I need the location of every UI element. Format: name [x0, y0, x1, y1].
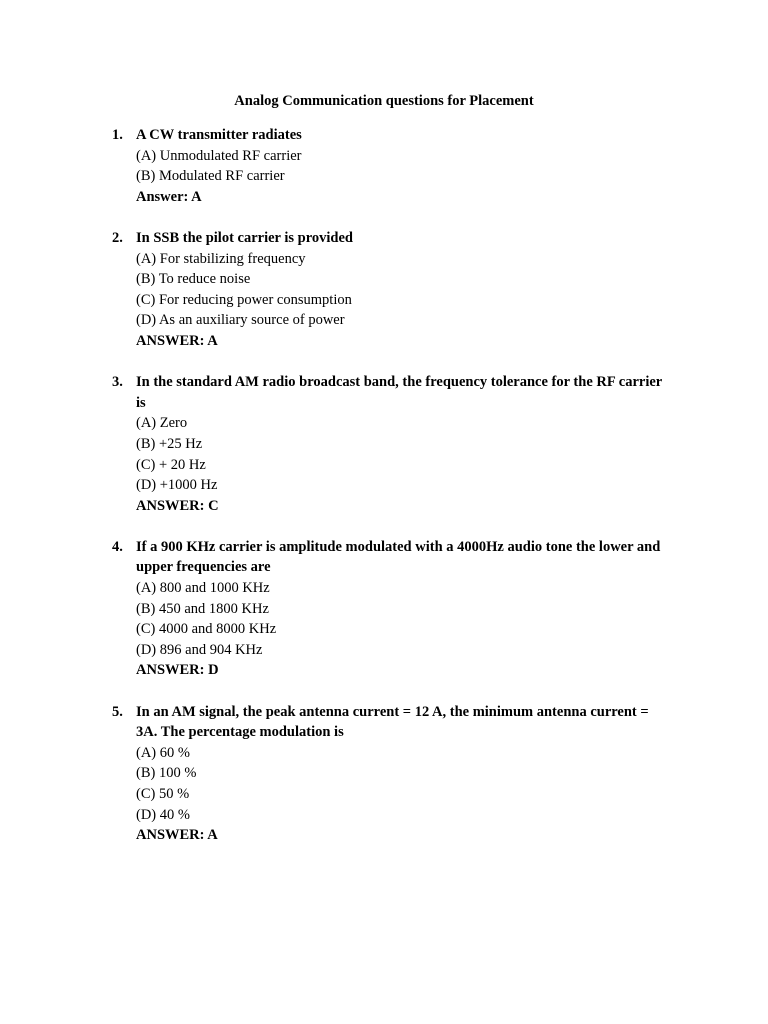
question-number: 4. [112, 538, 123, 555]
page-title: Analog Communication questions for Placement [234, 93, 534, 109]
question-item [0, 372, 768, 516]
option-d: (D) As an auxiliary source of power [136, 312, 345, 329]
question-number: 1. [112, 127, 123, 143]
answer-label: ANSWER: D [136, 662, 219, 679]
option-d: (D) 896 and 904 KHz [136, 641, 263, 658]
option-b: (B) To reduce noise [136, 271, 251, 288]
option-a: (A) Zero [136, 415, 188, 432]
answer-label: Answer: A [136, 188, 202, 205]
option-a: (A) Unmodulated RF carrier [136, 147, 302, 164]
option-a: (A) 60 % [136, 744, 190, 761]
answer-label: ANSWER: C [136, 497, 219, 514]
question-text: In an AM signal, the peak antenna current = 12 A, the minimum antenna current = 3A. The percentage modulation is [136, 703, 649, 741]
option-c: (C) 4000 and 8000 KHz [136, 621, 277, 638]
question-text: In the standard AM radio broadcast band, the frequency tolerance for the RF carrier is [136, 374, 662, 411]
option-a: (A) For stabilizing frequency [136, 250, 306, 267]
question-number: 3. [112, 374, 123, 391]
question-text: If a 900 KHz carrier is amplitude modulated with a 4000Hz audio tone the lower and upper frequencies are [136, 538, 661, 576]
option-d: (D) 40 % [136, 806, 190, 823]
question-item [0, 125, 768, 207]
option-c: (C) + 20 Hz [136, 456, 206, 473]
option-d: (D) +1000 Hz [136, 477, 218, 494]
option-b: (B) 450 and 1800 KHz [136, 600, 269, 617]
answer-label: ANSWER: A [136, 332, 218, 349]
question-text: A CW transmitter radiates [136, 127, 302, 143]
answer-label: ANSWER: A [136, 827, 218, 844]
question-item [0, 228, 768, 352]
option-b: (B) +25 Hz [136, 435, 203, 452]
question-item [0, 537, 768, 681]
question-item [0, 702, 768, 846]
option-b: (B) Modulated RF carrier [136, 168, 285, 185]
question-number: 2. [112, 229, 123, 246]
question-text: In SSB the pilot carrier is provided [136, 229, 353, 246]
question-list [0, 125, 768, 866]
option-c: (C) 50 % [136, 786, 190, 802]
option-b: (B) 100 % [136, 765, 197, 782]
option-c: (C) For reducing power consumption [136, 291, 352, 308]
option-a: (A) 800 and 1000 KHz [136, 580, 270, 597]
question-number: 5. [112, 703, 123, 720]
